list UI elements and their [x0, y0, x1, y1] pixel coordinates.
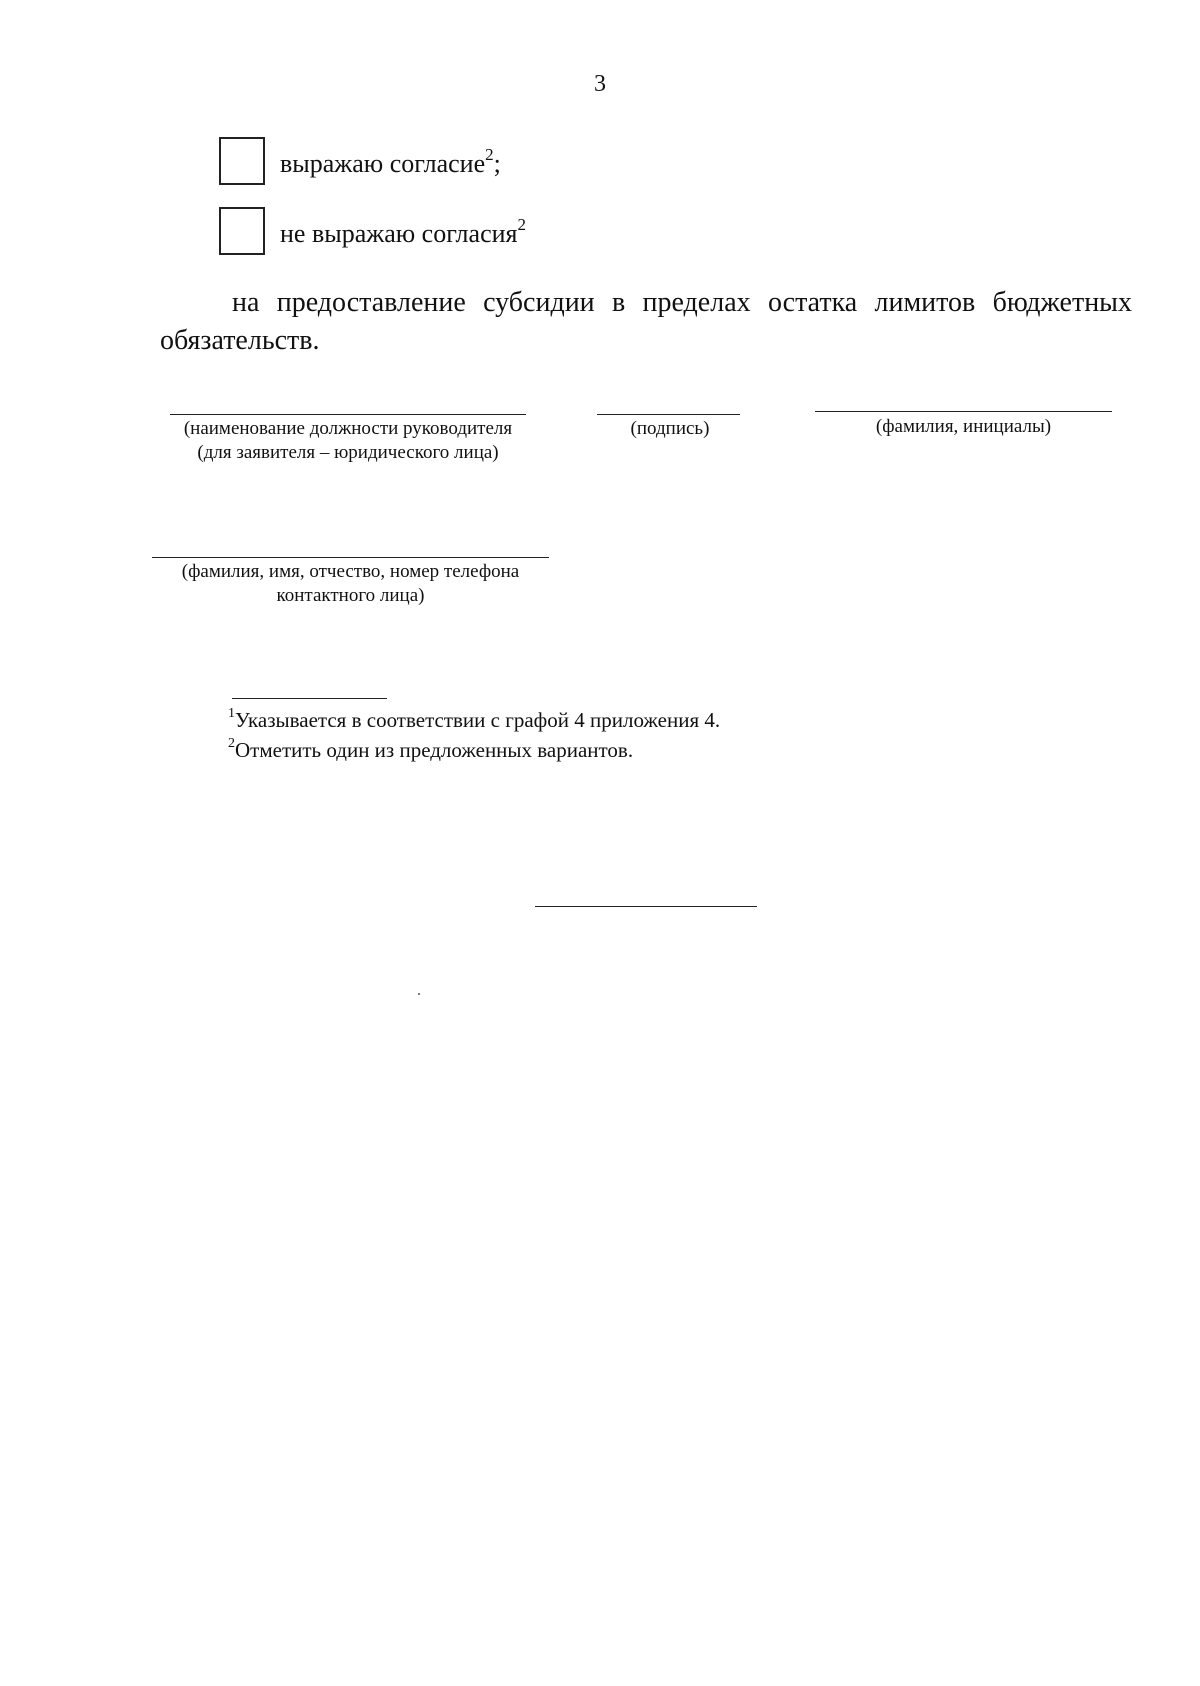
body-text-line-1: на предоставление субсидии в пределах остатка лимитов бюджетных [232, 287, 1132, 318]
footnote-text: Указывается в соответствии с графой 4 приложения 4. [235, 708, 721, 732]
footnote-separator [232, 698, 387, 699]
footnote-mark: 2 [228, 736, 235, 751]
position-caption-line-1: (наименование должности руководителя [183, 418, 513, 439]
footnote-ref: 2 [485, 145, 494, 165]
scan-speck [418, 993, 420, 995]
page-number: 3 [594, 71, 606, 97]
contact-caption-line-1: (фамилия, имя, отчество, номер телефона [181, 561, 520, 582]
footnote-1 [228, 703, 720, 733]
body-text-line-2: обязательств. [160, 325, 320, 356]
consent-checkbox[interactable] [219, 137, 265, 185]
footnote-ref: 2 [517, 215, 526, 235]
no-consent-checkbox[interactable] [219, 207, 265, 255]
signature-line[interactable] [597, 414, 740, 415]
no-consent-option-label: не выражаю согласия$^2$ [280, 215, 526, 248]
position-caption-line-2: (для заявителя – юридического лица) [197, 442, 499, 463]
position-signature-line[interactable] [170, 414, 526, 415]
name-signature-line[interactable] [815, 411, 1112, 412]
footnote-mark: 1 [228, 706, 235, 721]
contact-line[interactable] [152, 557, 549, 558]
footnote-text: Отметить один из предложенных вариантов. [235, 738, 634, 762]
footnote-2 [228, 733, 633, 763]
consent-option-label: выражаю согласие$^2$; [280, 145, 501, 178]
name-caption: (фамилия, инициалы) [875, 416, 1052, 437]
signature-caption: (подпись) [630, 418, 710, 439]
contact-caption-line-2: контактного лица) [276, 585, 425, 606]
end-of-document-rule [535, 906, 757, 907]
